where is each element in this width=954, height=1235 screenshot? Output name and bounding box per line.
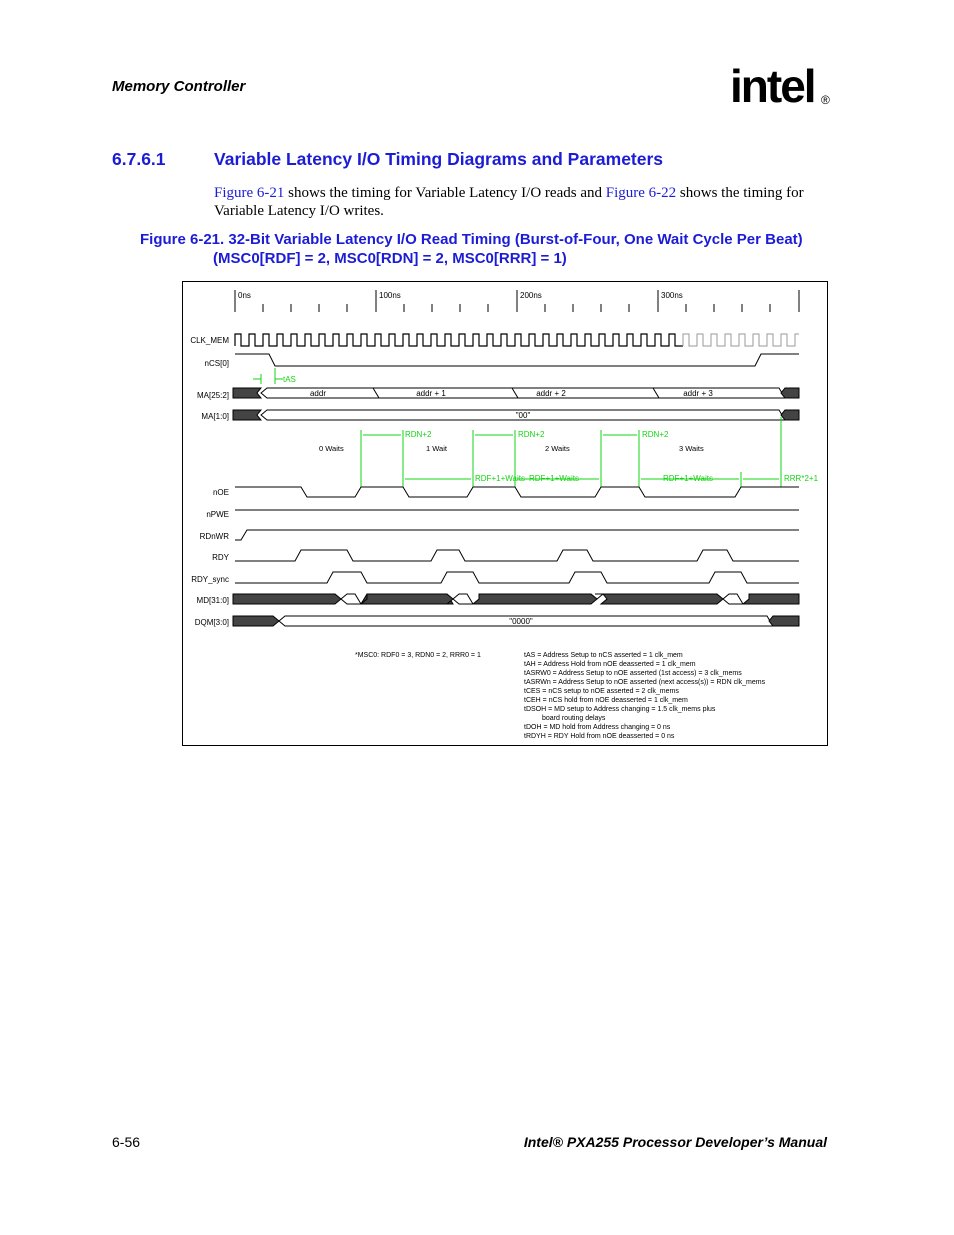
rrr-label: RRR*2+1	[784, 474, 819, 483]
signal-label-rdy-sync: RDY_sync	[191, 575, 229, 584]
ma-addr-label-0: addr	[309, 389, 327, 398]
rdy-waveform	[235, 550, 799, 561]
ma-addr-label-2: addr + 2	[536, 389, 566, 398]
tas-label: tAS	[283, 375, 296, 384]
body-paragraph	[214, 184, 834, 220]
time-label-100ns: 100ns	[379, 291, 401, 300]
section-title: Variable Latency I/O Timing Diagrams and Parameters	[214, 149, 664, 169]
timing-note-8: tDOH = MD hold from Address changing = 0 ns	[524, 724, 671, 731]
intel-logo-text: intel	[730, 62, 815, 112]
intel-logo	[730, 62, 835, 118]
timing-note-7: board routing delays	[542, 715, 606, 722]
timing-note-2: tASRW0 = Address Setup to nOE asserted (1st access) = 3 clk_mems	[524, 670, 742, 677]
rdnwr-waveform	[235, 530, 799, 540]
time-label-300ns: 300ns	[661, 291, 683, 300]
signal-label-dqm: DQM[3:0]	[194, 618, 229, 627]
timing-note-4: tCES = nCS setup to nOE asserted = 2 clk_mems	[524, 688, 679, 695]
figure-caption	[140, 230, 803, 268]
manual-title: Intel® PXA255 Processor Developer’s Manual	[523, 1134, 827, 1150]
signal-label-clk-mem: CLK_MEM	[190, 336, 229, 345]
rdy-sync-waveform	[235, 572, 799, 583]
rdf-label-2: RDF+1+Waits	[529, 474, 579, 483]
timing-note-3: tASRWn = Address Setup to nOE asserted (next access(s)) = RDN clk_mems	[524, 679, 766, 686]
time-label-0ns: 0ns	[238, 291, 251, 300]
timing-diagram-svg	[183, 282, 829, 747]
wait-label-1: 1 Wait	[426, 444, 447, 453]
clk-mem-waveform	[235, 334, 683, 346]
signal-label-noe: nOE	[212, 488, 229, 497]
clk-mem-waveform-idle	[683, 334, 799, 346]
signal-label-ma-1-0: MA[1:0]	[201, 412, 229, 421]
figure-6-21-link[interactable]: Figure 6-21	[214, 185, 285, 201]
rdf-label-1: RDF+1+Waits	[475, 474, 525, 483]
signal-label-npwe: nPWE	[206, 510, 229, 519]
ncs-waveform	[235, 354, 799, 366]
timing-diagram	[182, 281, 828, 746]
signal-label-md: MD[31:0]	[196, 596, 229, 605]
rdf-label-3: RDF+1+Waits	[663, 474, 713, 483]
section-heading	[112, 149, 663, 170]
wait-label-2: 2 Waits	[545, 444, 570, 453]
running-header-section: Memory Controller	[112, 78, 246, 95]
wait-label-3: 3 Waits	[679, 444, 704, 453]
md-bus	[233, 594, 799, 604]
intel-registered-mark: ®	[821, 93, 830, 107]
ma-1-0-value: "00"	[515, 411, 531, 420]
timing-note-9: tRDYH = RDY Hold from nOE deasserted = 0 ns	[524, 733, 675, 740]
wait-label-0: 0 Waits	[319, 444, 344, 453]
timing-note-5: tCEH = nCS hold from nOE deasserted = 1 clk_mem	[524, 697, 688, 704]
noe-waveform	[235, 487, 799, 497]
signal-label-ma-25-2: MA[25:2]	[196, 391, 229, 400]
signal-label-rdnwr: RDnWR	[199, 532, 229, 541]
ma-addr-label-3: addr + 3	[683, 389, 713, 398]
timing-note-6: tDSOH = MD setup to Address changing = 1.5 clk_mems plus	[524, 706, 716, 713]
time-label-200ns: 200ns	[520, 291, 542, 300]
signal-label-ncs: nCS[0]	[204, 359, 229, 368]
rdn-label-2: RDN+2	[518, 430, 545, 439]
msc-note: *MSC0: RDF0 = 3, RDN0 = 2, RRR0 = 1	[355, 652, 481, 659]
figure-caption-line2: (MSC0[RDF] = 2, MSC0[RDN] = 2, MSC0[RRR] = 1)	[213, 250, 567, 267]
signal-label-rdy: RDY	[212, 553, 229, 562]
figure-6-22-link[interactable]: Figure 6-22	[605, 185, 677, 201]
tas-annotation	[253, 368, 283, 384]
figure-caption-line1: Figure 6-21. 32-Bit Variable Latency I/O Read Timing (Burst-of-Four, One Wait Cycle Per Beat)	[140, 231, 803, 248]
paragraph-text-2: shows the timing for Variable Latency I/O writes.	[214, 185, 804, 219]
page-number: 6-56	[112, 1134, 141, 1150]
section-number: 6.7.6.1	[112, 149, 166, 169]
ma-addr-label-1: addr + 1	[416, 389, 446, 398]
paragraph-text-1: shows the timing for Variable Latency I/O reads and	[284, 185, 606, 201]
timing-note-0: tAS = Address Setup to nCS asserted = 1 clk_mem	[524, 652, 683, 659]
rdn-label-3: RDN+2	[642, 430, 669, 439]
rdn-label-1: RDN+2	[405, 430, 432, 439]
time-axis	[235, 290, 799, 312]
timing-note-1: tAH = Address Hold from nOE deasserted = 1 clk_mem	[524, 661, 696, 668]
dqm-value: "0000"	[509, 617, 533, 626]
